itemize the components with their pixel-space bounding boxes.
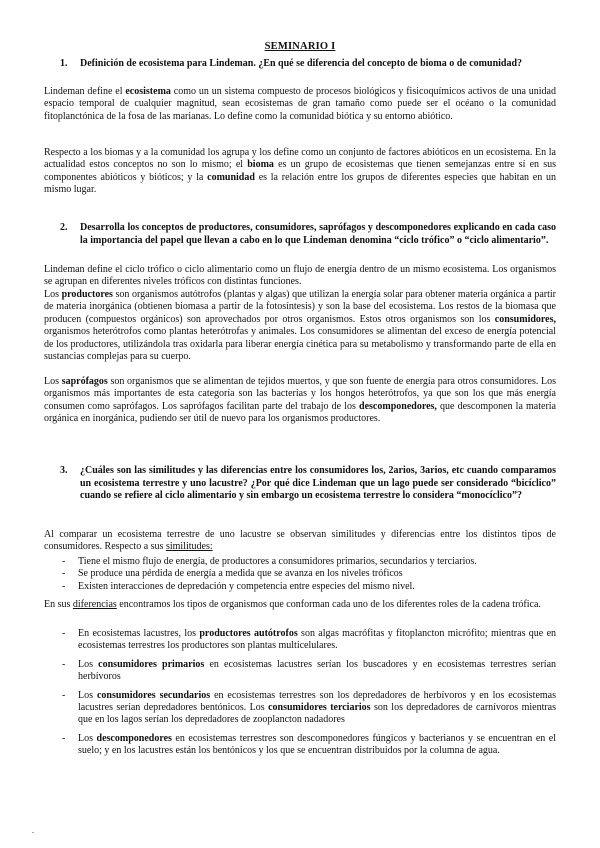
text-run: Los bbox=[78, 658, 99, 670]
text-run: Respecto a los biomas y a la comunidad los agrupa y los define como un conjunto de factores abióticos en un ecosistema. En la actualidad estos conceptos no son lo mismo; el bbox=[44, 147, 556, 171]
paragraph-2b bbox=[44, 289, 556, 363]
dash-bullet: - bbox=[62, 689, 66, 701]
bold-term: comunidad bbox=[207, 171, 255, 183]
list-item-text: Tiene el mismo flujo de energía, de productores a consumidores primarios, secundarios y terciarios. bbox=[78, 556, 477, 567]
bold-term: productores autótrofos bbox=[199, 628, 298, 639]
text-run: en ecosistemas terrestres son descomponedores fúngicos y bacterianos y se encuentran en el suelo; y en los lacustres están los bentónicos y los que se encuentran distribuidos por la columna de agua. bbox=[78, 732, 557, 757]
list-item bbox=[44, 659, 556, 684]
text-run: Los bbox=[44, 376, 62, 387]
text-run: es un grupo de ecosistemas que tienen semejanzas entre sí en sus componentes abióticos y bióticos; y la bbox=[44, 159, 556, 183]
text-run: Lindeman define el bbox=[44, 86, 126, 97]
list-item bbox=[44, 733, 556, 758]
dash-bullet: - bbox=[62, 568, 66, 580]
bold-term: saprófagos bbox=[61, 376, 108, 387]
paragraph-1b bbox=[44, 147, 556, 197]
dash-bullet: - bbox=[62, 628, 66, 639]
text-run: En ecosistemas lacustres, los bbox=[78, 628, 200, 639]
bold-term: bioma bbox=[247, 159, 274, 171]
text-run: Al comparar un ecosistema terrestre de uno lacustre se observan similitudes y diferencias entre los distintos tipos de consumidores. Respecto a sus bbox=[44, 529, 556, 553]
list-item bbox=[44, 568, 556, 580]
dash-bullet: - bbox=[62, 732, 66, 744]
footer-dot: . bbox=[32, 826, 34, 835]
text-run: en ecosistemas terrestres son los depredadores de herbívoros y en los ecosistemas lacustres serían depredadores bentónicos. Los bbox=[78, 689, 557, 714]
list-item bbox=[44, 690, 556, 727]
text-run: son organismos autótrofos (plantas y algas) que utilizan la energía solar para obtener materia orgánica a partir de materia inorgánica (obtienen biomasa a partir de la fotosíntesis) y son la base del ecosistema. Los restos de la biomasa que producen (compuestos orgánicos) son aprovechados por otros organismos. Estos otros organismos son los bbox=[44, 289, 556, 325]
text-run: En sus bbox=[44, 599, 73, 610]
bold-term: productores bbox=[61, 289, 113, 300]
question-3-number: 3. bbox=[60, 465, 68, 476]
text-run: es la relación entre los grupos de diferentes especies que habitan en un mismo lugar. bbox=[44, 171, 556, 196]
text-run: en ecosistemas lacustres serían los buscadores y en ecosistemas terrestres serían herbívoros bbox=[78, 658, 557, 683]
text-run: que descomponen la materia orgánica en inorgánica, pudiendo ser útil de nuevo para los organismos productores. bbox=[44, 400, 556, 425]
question-1-number: 1. bbox=[60, 58, 68, 69]
bold-term: consumidores, bbox=[494, 313, 556, 325]
text-run: son organismos que se alimentan de tejidos muertos, y que son fuente de energía para otros consumidores. Los organismos más importantes de esta categoría son las bacterias y los hongos heterótrofos, ya que son los que más energía consumen como saprófagos. Los saprófagos facilitan parte del trabajo de los bbox=[44, 376, 557, 412]
paragraph-3a bbox=[44, 529, 556, 554]
question-2-number: 2. bbox=[60, 222, 68, 233]
question-2-text: Desarrolla los conceptos de productores, consumidores, saprófagos y descomponedores explicando en cada caso la importancia del papel que llevan a cabo en lo que Lindeman denomina “ciclo trófico” o “ciclo alimentario”. bbox=[80, 222, 556, 246]
text-run: son los depredadores de carnívoros mientras que en los lagos serían los depredadores de zooplancton nadadores bbox=[78, 702, 557, 726]
paragraph-2a: Lindeman define el ciclo trófico o ciclo alimentario como un flujo de energía dentro de un mismo ecosistema. Los organismos se agrupan en diferentes niveles tróficos con distintas funciones. bbox=[44, 264, 556, 288]
question-2 bbox=[60, 222, 556, 247]
bold-term: ecosistema bbox=[125, 86, 171, 97]
dash-bullet: - bbox=[62, 556, 66, 567]
underlined-term: similitudes: bbox=[165, 541, 213, 553]
list-item-text: Se produce una pérdida de energía a medida que se avanza en los niveles tróficos bbox=[78, 568, 403, 580]
bold-term: descomponedores bbox=[96, 732, 172, 744]
text-run: Los bbox=[44, 289, 62, 300]
text-run: encontramos los tipos de organismos que conforman cada uno de los diferentes roles de la cadena trófica. bbox=[116, 599, 541, 610]
document-title: SEMINARIO I bbox=[264, 41, 336, 52]
text-run: son algas macrófitas y fitoplancton micrófito; mientras que en ecosistemas terrestres los productores son plantas multicelulares. bbox=[78, 628, 557, 652]
paragraph-1a bbox=[44, 86, 556, 123]
list-item-text: Existen interacciones de depredación y competencia entre especies del mismo nivel. bbox=[78, 580, 415, 592]
list-item bbox=[44, 628, 556, 653]
question-1 bbox=[60, 58, 556, 71]
paragraph-2c bbox=[44, 376, 556, 426]
list-item bbox=[44, 556, 556, 568]
bold-term: consumidores primarios bbox=[98, 658, 205, 670]
dash-bullet: - bbox=[62, 580, 66, 592]
text-run: como un un sistema compuesto de procesos biológicos y fisicoquímicos activos de una unidad espacio temporal de cualquier magnitud, sean ecosistemas de gran tamaño como puede ser el océano o la comunidad fitoplanctónica de la fosa de las marianas. Lo define como la comunidad biótica y su entorno abiótico. bbox=[44, 86, 556, 122]
dash-bullet: - bbox=[62, 658, 66, 670]
bold-term: descomponedores, bbox=[359, 400, 437, 412]
text-run: Los bbox=[78, 689, 97, 701]
text-run: Los bbox=[78, 732, 97, 744]
text-run: organismos heterótrofos como plantas heterótrofas y animales. Los consumidores se alimentan del exceso de energía potencial de los productores, utilizándola tras oxidarla para liberar energía cinética para su metabolismo y transformando parte de ella en sustancias complejas para su cuerpo. bbox=[44, 326, 556, 363]
question-3-text: ¿Cuáles son las similitudes y las diferencias entre los consumidores los, 2arios, 3arios, etc cuando comparamos un ecosistema terrestre y uno lacustre? ¿Por qué dice Lindeman que un lago puede ser considerado “bicíclico” cuando se refiere al ciclo alimentario y sin embargo un ecosistema terrestre lo considera “monocíclico”? bbox=[80, 465, 556, 501]
similitudes-list bbox=[44, 556, 556, 593]
diferencias-list bbox=[44, 628, 556, 758]
bold-term: consumidores secundarios bbox=[96, 689, 211, 701]
bold-term: consumidores terciarios bbox=[268, 702, 371, 714]
question-3 bbox=[60, 465, 556, 503]
underlined-term: diferencias bbox=[72, 599, 117, 610]
paragraph-3b bbox=[44, 599, 556, 611]
list-item bbox=[44, 581, 556, 593]
question-1-text: Definición de ecosistema para Lindeman. ¿En qué se diferencia del concepto de bioma o de comunidad? bbox=[80, 58, 523, 69]
